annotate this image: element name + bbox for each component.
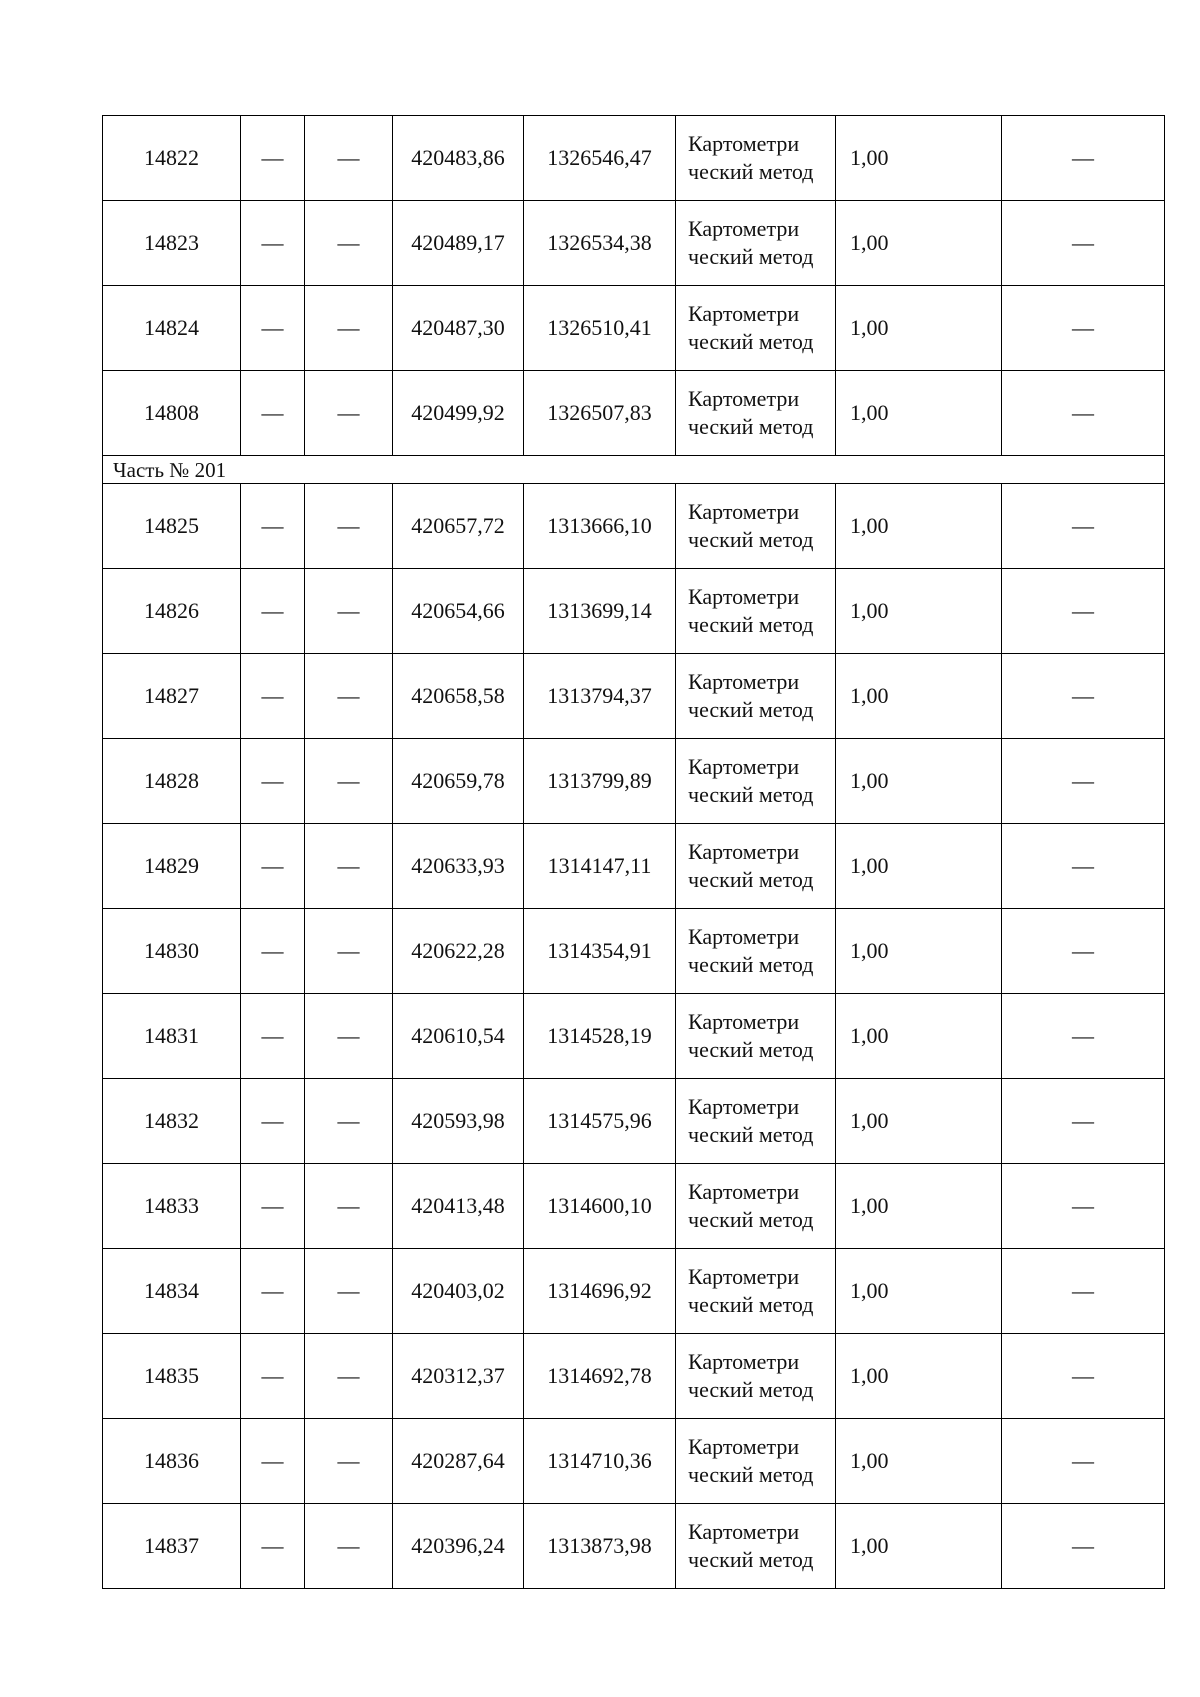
x-coordinate-cell: 420654,66	[393, 569, 524, 654]
y-coordinate-cell: 1314692,78	[524, 1334, 676, 1419]
point-number-cell: 14830	[103, 909, 241, 994]
table-row	[103, 1419, 1165, 1504]
table-row	[103, 994, 1165, 1079]
point-number-cell: 14823	[103, 201, 241, 286]
y-coordinate-cell: 1314600,10	[524, 1164, 676, 1249]
description-cell: —	[1002, 1334, 1165, 1419]
x-coordinate-cell: 420403,02	[393, 1249, 524, 1334]
old-y-cell: —	[305, 201, 393, 286]
point-number-cell: 14833	[103, 1164, 241, 1249]
method-cell: Картометри ческий метод	[676, 569, 836, 654]
y-coordinate-cell: 1313794,37	[524, 654, 676, 739]
method-cell: Картометри ческий метод	[676, 484, 836, 569]
method-cell: Картометри ческий метод	[676, 116, 836, 201]
old-y-cell: —	[305, 909, 393, 994]
x-coordinate-cell: 420489,17	[393, 201, 524, 286]
old-x-cell: —	[241, 1419, 305, 1504]
old-y-cell: —	[305, 994, 393, 1079]
y-coordinate-cell: 1313666,10	[524, 484, 676, 569]
old-x-cell: —	[241, 1504, 305, 1589]
method-cell: Картометри ческий метод	[676, 739, 836, 824]
method-cell: Картометри ческий метод	[676, 371, 836, 456]
table-row	[103, 1334, 1165, 1419]
y-coordinate-cell: 1326534,38	[524, 201, 676, 286]
point-number-cell: 14824	[103, 286, 241, 371]
table-row	[103, 1249, 1165, 1334]
accuracy-cell: 1,00	[836, 1504, 1002, 1589]
table-row	[103, 1079, 1165, 1164]
description-cell: —	[1002, 569, 1165, 654]
description-cell: —	[1002, 654, 1165, 739]
x-coordinate-cell: 420487,30	[393, 286, 524, 371]
description-cell: —	[1002, 824, 1165, 909]
point-number-cell: 14837	[103, 1504, 241, 1589]
section-header-row	[103, 456, 1165, 484]
description-cell: —	[1002, 484, 1165, 569]
method-cell: Картометри ческий метод	[676, 1504, 836, 1589]
old-x-cell: —	[241, 371, 305, 456]
old-x-cell: —	[241, 824, 305, 909]
x-coordinate-cell: 420413,48	[393, 1164, 524, 1249]
y-coordinate-cell: 1313799,89	[524, 739, 676, 824]
y-coordinate-cell: 1314696,92	[524, 1249, 676, 1334]
y-coordinate-cell: 1314575,96	[524, 1079, 676, 1164]
old-y-cell: —	[305, 286, 393, 371]
old-x-cell: —	[241, 1079, 305, 1164]
point-number-cell: 14822	[103, 116, 241, 201]
table-row	[103, 286, 1165, 371]
accuracy-cell: 1,00	[836, 909, 1002, 994]
description-cell: —	[1002, 1504, 1165, 1589]
y-coordinate-cell: 1326507,83	[524, 371, 676, 456]
point-number-cell: 14831	[103, 994, 241, 1079]
method-cell: Картометри ческий метод	[676, 909, 836, 994]
table-row	[103, 739, 1165, 824]
y-coordinate-cell: 1313873,98	[524, 1504, 676, 1589]
point-number-cell: 14827	[103, 654, 241, 739]
point-number-cell: 14835	[103, 1334, 241, 1419]
y-coordinate-cell: 1314710,36	[524, 1419, 676, 1504]
description-cell: —	[1002, 116, 1165, 201]
x-coordinate-cell: 420396,24	[393, 1504, 524, 1589]
old-y-cell: —	[305, 824, 393, 909]
method-cell: Картометри ческий метод	[676, 1164, 836, 1249]
description-cell: —	[1002, 201, 1165, 286]
old-y-cell: —	[305, 569, 393, 654]
accuracy-cell: 1,00	[836, 201, 1002, 286]
method-cell: Картометри ческий метод	[676, 654, 836, 739]
x-coordinate-cell: 420499,92	[393, 371, 524, 456]
accuracy-cell: 1,00	[836, 1334, 1002, 1419]
point-number-cell: 14834	[103, 1249, 241, 1334]
accuracy-cell: 1,00	[836, 1164, 1002, 1249]
coordinates-table	[102, 115, 1165, 1589]
old-y-cell: —	[305, 484, 393, 569]
x-coordinate-cell: 420622,28	[393, 909, 524, 994]
accuracy-cell: 1,00	[836, 371, 1002, 456]
table-row	[103, 371, 1165, 456]
x-coordinate-cell: 420659,78	[393, 739, 524, 824]
method-cell: Картометри ческий метод	[676, 824, 836, 909]
x-coordinate-cell: 420657,72	[393, 484, 524, 569]
old-y-cell: —	[305, 1334, 393, 1419]
old-y-cell: —	[305, 1164, 393, 1249]
y-coordinate-cell: 1314354,91	[524, 909, 676, 994]
point-number-cell: 14836	[103, 1419, 241, 1504]
y-coordinate-cell: 1314147,11	[524, 824, 676, 909]
point-number-cell: 14825	[103, 484, 241, 569]
y-coordinate-cell: 1314528,19	[524, 994, 676, 1079]
description-cell: —	[1002, 739, 1165, 824]
table-row	[103, 201, 1165, 286]
x-coordinate-cell: 420287,64	[393, 1419, 524, 1504]
accuracy-cell: 1,00	[836, 116, 1002, 201]
accuracy-cell: 1,00	[836, 1419, 1002, 1504]
old-x-cell: —	[241, 201, 305, 286]
table-row	[103, 824, 1165, 909]
accuracy-cell: 1,00	[836, 994, 1002, 1079]
old-x-cell: —	[241, 569, 305, 654]
old-y-cell: —	[305, 654, 393, 739]
x-coordinate-cell: 420610,54	[393, 994, 524, 1079]
old-y-cell: —	[305, 1504, 393, 1589]
old-x-cell: —	[241, 484, 305, 569]
point-number-cell: 14829	[103, 824, 241, 909]
method-cell: Картометри ческий метод	[676, 286, 836, 371]
x-coordinate-cell: 420483,86	[393, 116, 524, 201]
point-number-cell: 14832	[103, 1079, 241, 1164]
method-cell: Картометри ческий метод	[676, 1079, 836, 1164]
accuracy-cell: 1,00	[836, 1079, 1002, 1164]
method-cell: Картометри ческий метод	[676, 1249, 836, 1334]
table-row	[103, 1504, 1165, 1589]
point-number-cell: 14828	[103, 739, 241, 824]
old-y-cell: —	[305, 1249, 393, 1334]
method-cell: Картометри ческий метод	[676, 201, 836, 286]
method-cell: Картометри ческий метод	[676, 1419, 836, 1504]
accuracy-cell: 1,00	[836, 286, 1002, 371]
y-coordinate-cell: 1326546,47	[524, 116, 676, 201]
old-x-cell: —	[241, 286, 305, 371]
old-x-cell: —	[241, 116, 305, 201]
point-number-cell: 14808	[103, 371, 241, 456]
old-y-cell: —	[305, 1079, 393, 1164]
old-x-cell: —	[241, 1334, 305, 1419]
x-coordinate-cell: 420312,37	[393, 1334, 524, 1419]
section-title: Часть № 201	[103, 456, 1165, 484]
description-cell: —	[1002, 1249, 1165, 1334]
description-cell: —	[1002, 286, 1165, 371]
description-cell: —	[1002, 1079, 1165, 1164]
point-number-cell: 14826	[103, 569, 241, 654]
old-y-cell: —	[305, 116, 393, 201]
y-coordinate-cell: 1326510,41	[524, 286, 676, 371]
old-x-cell: —	[241, 994, 305, 1079]
table-row	[103, 484, 1165, 569]
old-y-cell: —	[305, 739, 393, 824]
old-x-cell: —	[241, 1249, 305, 1334]
table-row	[103, 569, 1165, 654]
table-row	[103, 654, 1165, 739]
table-row	[103, 909, 1165, 994]
x-coordinate-cell: 420633,93	[393, 824, 524, 909]
description-cell: —	[1002, 909, 1165, 994]
description-cell: —	[1002, 1419, 1165, 1504]
accuracy-cell: 1,00	[836, 654, 1002, 739]
method-cell: Картометри ческий метод	[676, 994, 836, 1079]
x-coordinate-cell: 420593,98	[393, 1079, 524, 1164]
y-coordinate-cell: 1313699,14	[524, 569, 676, 654]
description-cell: —	[1002, 371, 1165, 456]
accuracy-cell: 1,00	[836, 484, 1002, 569]
method-cell: Картометри ческий метод	[676, 1334, 836, 1419]
accuracy-cell: 1,00	[836, 824, 1002, 909]
old-x-cell: —	[241, 1164, 305, 1249]
old-y-cell: —	[305, 1419, 393, 1504]
description-cell: —	[1002, 994, 1165, 1079]
old-y-cell: —	[305, 371, 393, 456]
table-row	[103, 1164, 1165, 1249]
old-x-cell: —	[241, 739, 305, 824]
accuracy-cell: 1,00	[836, 569, 1002, 654]
description-cell: —	[1002, 1164, 1165, 1249]
accuracy-cell: 1,00	[836, 1249, 1002, 1334]
old-x-cell: —	[241, 654, 305, 739]
old-x-cell: —	[241, 909, 305, 994]
table-row	[103, 116, 1165, 201]
x-coordinate-cell: 420658,58	[393, 654, 524, 739]
accuracy-cell: 1,00	[836, 739, 1002, 824]
